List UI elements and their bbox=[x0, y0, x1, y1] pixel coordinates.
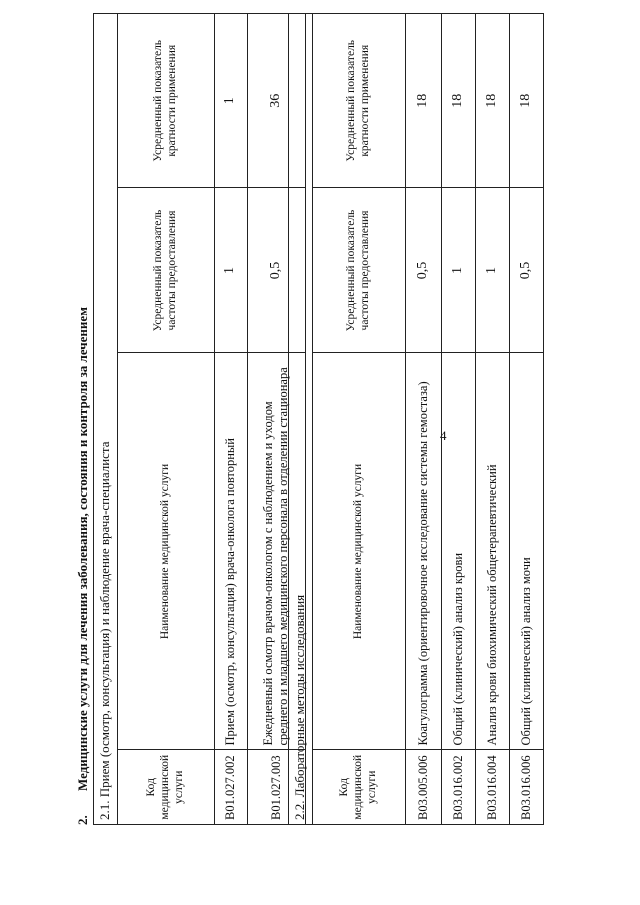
service-name: Общий (клинический) анализ мочи bbox=[509, 353, 543, 750]
service-multiplicity: 36 bbox=[247, 14, 305, 188]
page-number: 4 bbox=[440, 428, 447, 443]
table-header-row bbox=[118, 14, 214, 824]
service-name: Общий (клинический) анализ крови bbox=[441, 353, 475, 750]
service-name: Ежедневный осмотр врачом-онкологом с наблюдением и уходом среднего и младшего медицинского персонала в отделении стационара bbox=[247, 353, 305, 750]
service-name: Прием (осмотр, консультация) врача-онколога повторный bbox=[214, 353, 247, 750]
header-code: Код медицинской услуги bbox=[313, 750, 405, 824]
header-frequency: Усредненный показатель частоты предоставления bbox=[118, 188, 214, 353]
service-multiplicity: 18 bbox=[405, 14, 441, 188]
table-row bbox=[475, 14, 509, 824]
services-table bbox=[313, 14, 543, 824]
services-block-consultation bbox=[93, 13, 306, 825]
service-frequency: 1 bbox=[441, 188, 475, 353]
table-row bbox=[441, 14, 475, 824]
service-code: B03.005.006 bbox=[405, 750, 441, 824]
service-code: B03.016.004 bbox=[475, 750, 509, 824]
header-name: Наименование медицинской услуги bbox=[313, 353, 405, 750]
table-header-row bbox=[313, 14, 405, 824]
services-block-laboratory bbox=[288, 13, 544, 825]
header-multiplicity: Усредненный показатель кратности применения bbox=[118, 14, 214, 188]
header-name: Наименование медицинской услуги bbox=[118, 353, 214, 750]
service-frequency: 0,5 bbox=[509, 188, 543, 353]
service-frequency: 1 bbox=[475, 188, 509, 353]
header-multiplicity: Усредненный показатель кратности применения bbox=[313, 14, 405, 188]
header-code: Код медицинской услуги bbox=[118, 750, 214, 824]
header-frequency: Усредненный показатель частоты предоставления bbox=[313, 188, 405, 353]
service-multiplicity: 18 bbox=[441, 14, 475, 188]
service-frequency: 0,5 bbox=[247, 188, 305, 353]
section-number: 2. bbox=[75, 815, 90, 825]
service-frequency: 0,5 bbox=[405, 188, 441, 353]
service-multiplicity: 18 bbox=[475, 14, 509, 188]
block-caption: 2.1. Прием (осмотр, консультация) и наблюдение врача-специалиста bbox=[94, 14, 118, 824]
service-frequency: 1 bbox=[214, 188, 247, 353]
service-multiplicity: 1 bbox=[214, 14, 247, 188]
service-name: Коагулограмма (ориентировочное исследование системы гемостаза) bbox=[405, 353, 441, 750]
service-code: B03.016.006 bbox=[509, 750, 543, 824]
section-title-text: Медицинские услуги для лечения заболевания, состояния и контроля за лечением bbox=[75, 306, 90, 791]
services-table bbox=[118, 14, 305, 824]
service-name: Анализ крови биохимический общетерапевтический bbox=[475, 353, 509, 750]
table-row bbox=[405, 14, 441, 824]
block-caption: 2.2. Лабораторные методы исследования bbox=[289, 14, 313, 824]
service-code: B01.027.003 bbox=[247, 750, 305, 824]
service-multiplicity: 18 bbox=[509, 14, 543, 188]
section-title bbox=[75, 307, 91, 825]
service-code: B01.027.002 bbox=[214, 750, 247, 824]
service-code: B03.016.002 bbox=[441, 750, 475, 824]
table-row bbox=[509, 14, 543, 824]
table-row bbox=[214, 14, 247, 824]
